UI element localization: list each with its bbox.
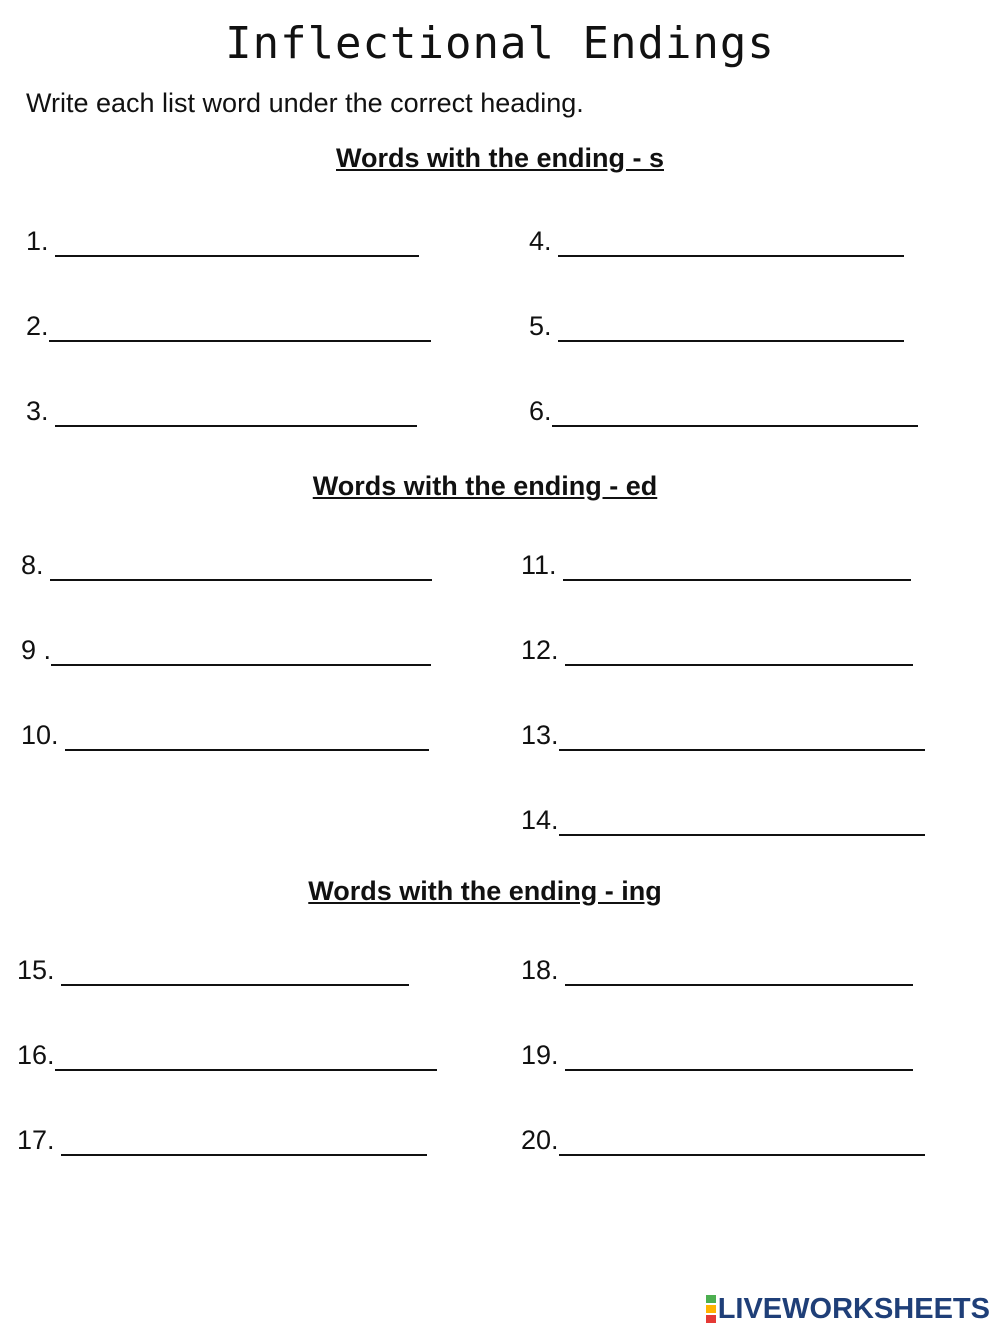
answer-blank-8[interactable] xyxy=(50,553,432,581)
item-number: 20. xyxy=(521,1125,559,1155)
logo-bar-green xyxy=(706,1295,716,1303)
item-number: 6. xyxy=(529,396,552,426)
answer-item-10 xyxy=(21,720,429,754)
answer-item-16 xyxy=(17,1040,437,1074)
answer-item-17 xyxy=(17,1125,427,1159)
answer-blank-1[interactable] xyxy=(55,229,419,257)
answer-blank-19[interactable] xyxy=(565,1043,913,1071)
instructions: Write each list word under the correct heading. xyxy=(26,88,584,118)
heading-ending-ed: Words with the ending - ed xyxy=(312,471,658,501)
answer-blank-3[interactable] xyxy=(55,399,417,427)
answer-blank-13[interactable] xyxy=(559,723,925,751)
answer-blank-16[interactable] xyxy=(55,1043,437,1071)
heading-ending-ing: Words with the ending - ing xyxy=(308,876,662,906)
item-number: 12. xyxy=(521,635,559,665)
item-number: 8. xyxy=(21,550,44,580)
logo-bar-yellow xyxy=(706,1305,716,1313)
answer-item-19 xyxy=(521,1040,913,1074)
liveworksheets-watermark xyxy=(706,1294,990,1324)
answer-item-13 xyxy=(521,720,925,754)
logo-bar-red xyxy=(706,1315,716,1323)
item-number: 18. xyxy=(521,955,559,985)
answer-blank-11[interactable] xyxy=(563,553,911,581)
answer-item-4 xyxy=(529,226,904,260)
answer-blank-18[interactable] xyxy=(565,958,913,986)
answer-item-12 xyxy=(521,635,913,669)
item-number: 14. xyxy=(521,805,559,835)
answer-blank-12[interactable] xyxy=(565,638,913,666)
answer-item-5 xyxy=(529,311,904,345)
item-number: 9 . xyxy=(21,635,52,665)
answer-item-6 xyxy=(529,396,918,430)
worksheet-title: Inflectional Endings xyxy=(225,18,775,69)
item-number: 4. xyxy=(529,226,552,256)
item-number: 5. xyxy=(529,311,552,341)
item-number: 11. xyxy=(521,550,557,580)
answer-item-18 xyxy=(521,955,913,989)
item-number: 2. xyxy=(26,311,49,341)
watermark-text: LIVEWORKSHEETS xyxy=(717,1292,990,1325)
item-number: 10. xyxy=(21,720,59,750)
answer-blank-6[interactable] xyxy=(552,399,918,427)
liveworksheets-logo-icon xyxy=(706,1294,716,1324)
answer-blank-20[interactable] xyxy=(559,1128,925,1156)
item-number: 3. xyxy=(26,396,49,426)
item-number: 19. xyxy=(521,1040,559,1070)
item-number: 13. xyxy=(521,720,559,750)
answer-item-8 xyxy=(21,550,432,584)
heading-ending-s: Words with the ending - s xyxy=(336,143,664,173)
answer-item-3 xyxy=(26,396,417,430)
answer-item-20 xyxy=(521,1125,925,1159)
item-number: 17. xyxy=(17,1125,55,1155)
answer-item-15 xyxy=(17,955,409,989)
answer-item-14 xyxy=(521,805,925,839)
answer-blank-2[interactable] xyxy=(49,314,431,342)
answer-item-1 xyxy=(26,226,419,260)
answer-item-9 xyxy=(21,635,431,669)
item-number: 16. xyxy=(17,1040,55,1070)
answer-item-11 xyxy=(521,550,911,584)
answer-blank-5[interactable] xyxy=(558,314,904,342)
item-number: 1. xyxy=(26,226,49,256)
answer-blank-14[interactable] xyxy=(559,808,925,836)
answer-blank-9[interactable] xyxy=(51,638,431,666)
item-number: 15. xyxy=(17,955,55,985)
answer-blank-17[interactable] xyxy=(61,1128,427,1156)
answer-blank-10[interactable] xyxy=(65,723,429,751)
answer-item-2 xyxy=(26,311,431,345)
answer-blank-4[interactable] xyxy=(558,229,904,257)
answer-blank-15[interactable] xyxy=(61,958,409,986)
